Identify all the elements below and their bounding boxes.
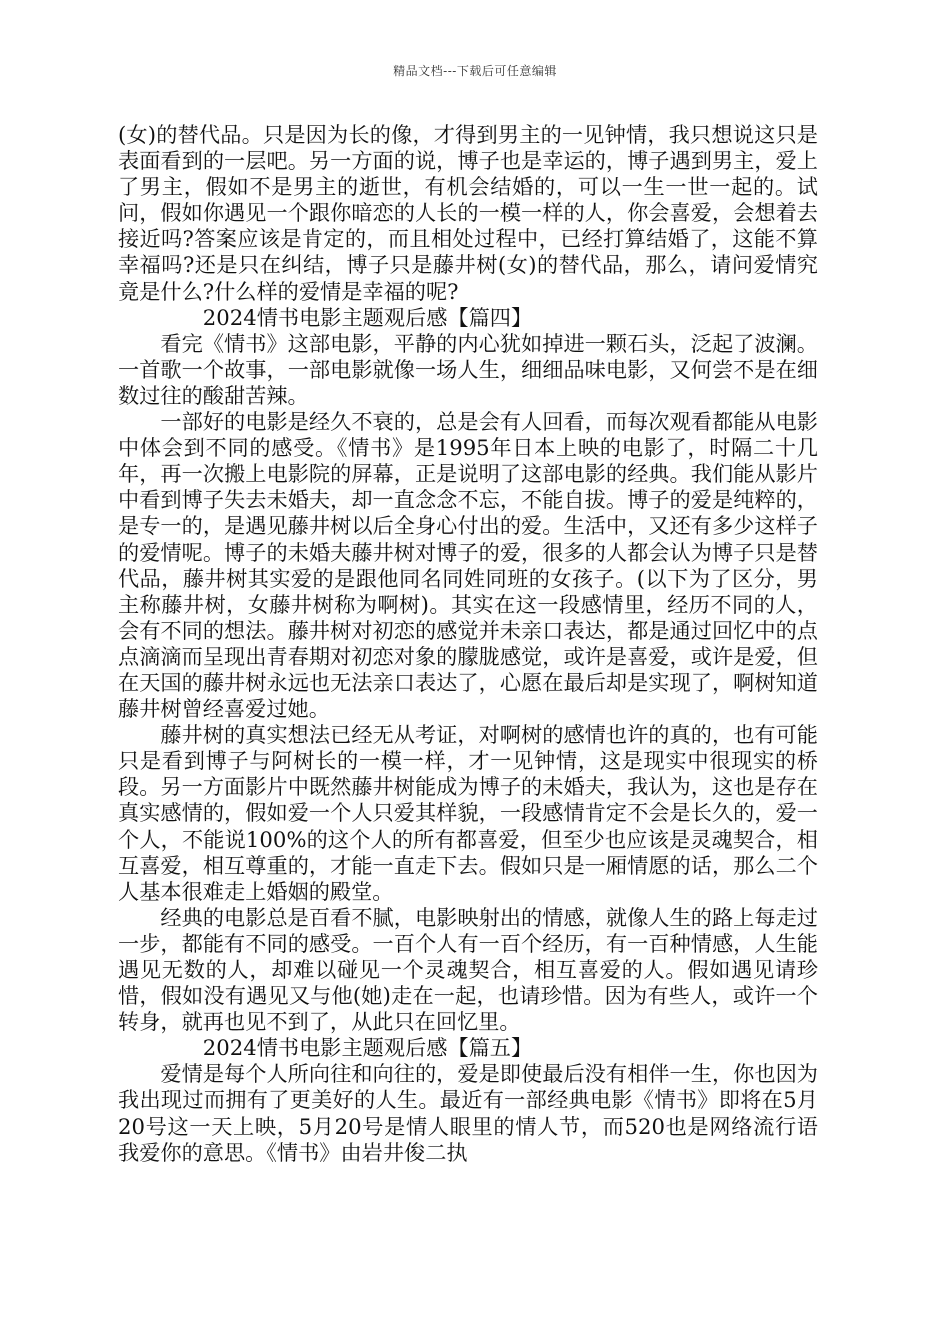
section-heading-part-5: 2024情书电影主题观后感【篇五】 [202,1035,533,1061]
document-body [118,122,818,1166]
paragraph: 爱情是每个人所向往和向往的，爱是即使最后没有相伴一生，你也因为我出现过而拥有了更美好的人生。最近有一部经典电影《情书》即将在5月20号这一天上映，5月20号是情人眼里的情人节，而520也是网络流行语我爱你的意思。《情书》由岩井俊二执 [118,1061,818,1165]
paragraph: 经典的电影总是百看不腻，电影映射出的情感，就像人生的路上每走过一步，都能有不同的感受。一百个人有一百个经历，有一百种情感，人生能遇见无数的人，却难以碰见一个灵魂契合，相互喜爱的人。假如遇见请珍惜，假如没有遇见又与他(她)走在一起，也请珍惜。因为有些人，或许一个转身，就再也见不到了，从此只在回忆里。 [118,904,818,1035]
paragraph: 看完《情书》这部电影，平静的内心犹如掉进一颗石头，泛起了波澜。一首歌一个故事，一部电影就像一场人生，细细品味电影，又何尝不是在细数过往的酸甜苦辣。 [118,330,818,408]
section-heading-part-4: 2024情书电影主题观后感【篇四】 [202,304,533,330]
page-header: 精品文档---下载后可任意编辑 [393,64,557,78]
paragraph: 藤井树的真实想法已经无从考证，对啊树的感情也许的真的，也有可能只是看到博子与阿树长的一模一样，才一见钟情，这是现实中很现实的桥段。另一方面影片中既然藤井树能成为博子的未婚夫，我认为，这也是存在真实感情的，假如爱一个人只爱其样貌，一段感情肯定不会是长久的，爱一个人，不能说100%的这个人的所有都喜爱，但至少也应该是灵魂契合，相互喜爱，相互尊重的，才能一直走下去。假如只是一厢情愿的话，那么二个人基本很难走上婚姻的殿堂。 [118,722,818,904]
paragraph: 一部好的电影是经久不衰的，总是会有人回看，而每次观看都能从电影中体会到不同的感受。《情书》是1995年日本上映的电影了，时隔二十几年，再一次搬上电影院的屏幕，正是说明了这部电影的经典。我们能从影片中看到博子失去未婚夫，却一直念念不忘，不能自拔。博子的爱是纯粹的，是专一的，是遇见藤井树以后全身心付出的爱。生活中，又还有多少这样子的爱情呢。博子的未婚夫藤井树对博子的爱，很多的人都会认为博子只是替代品，藤井树其实爱的是跟他同名同姓同班的女孩子。(以下为了区分，男主称藤井树，女藤井树称为啊树)。其实在这一段感情里，经历不同的人，会有不同的想法。藤井树对初恋的感觉并未亲口表达，都是通过回忆中的点点滴滴而呈现出青春期对初恋对象的朦胧感觉，或许是喜爱，或许是爱，但在天国的藤井树永远也无法亲口表达了，心愿在最后却是实现了，啊树知道藤井树曾经喜爱过她。 [118,409,818,722]
paragraph-continued: (女)的替代品。只是因为长的像，才得到男主的一见钟情，我只想说这只是表面看到的一层吧。另一方面的说，博子也是幸运的，博子遇到男主，爱上了男主，假如不是男主的逝世，有机会结婚的，可以一生一世一起的。试问，假如你遇见一个跟你暗恋的人长的一模一样的人，你会喜爱，会想着去接近吗?答案应该是肯定的，而且相处过程中，已经打算结婚了，这能不算幸福吗?还是只在纠结，博子只是藤井树(女)的替代品，那么，请问爱情究竟是什么?什么样的爱情是幸福的呢? [118,122,818,304]
